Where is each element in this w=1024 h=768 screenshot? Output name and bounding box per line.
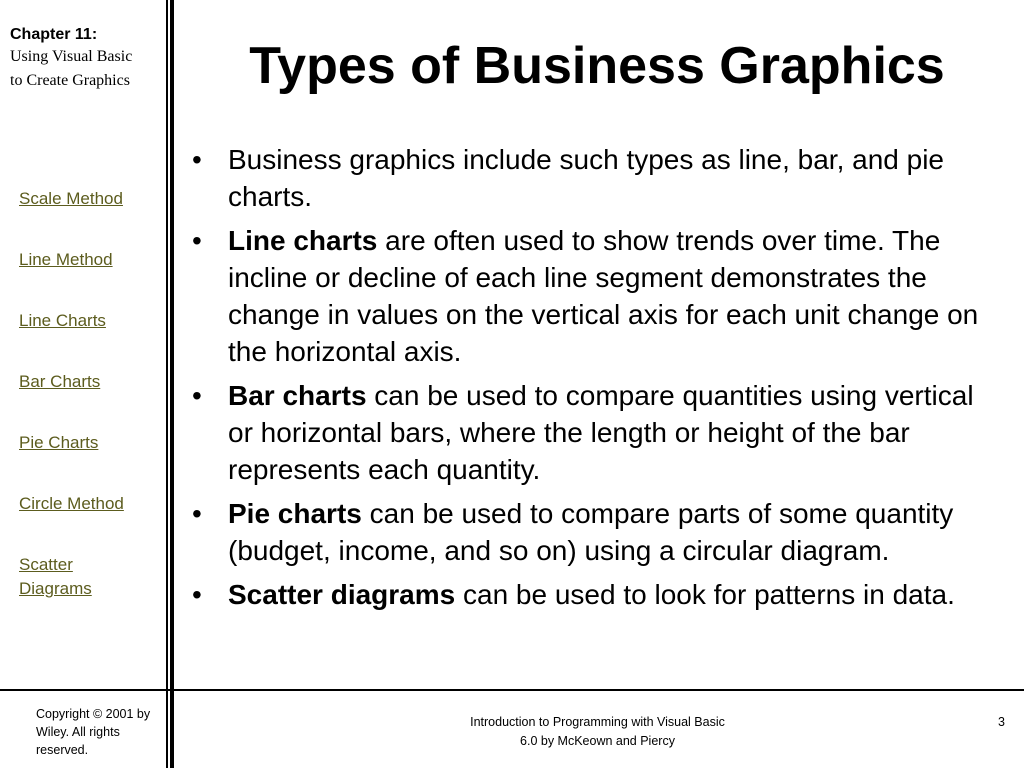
- bullet-dot-icon: •: [192, 380, 202, 411]
- nav-link-line-charts[interactable]: Line Charts: [19, 311, 106, 330]
- bullet-item: [190, 576, 1000, 613]
- sidebar-item-line-charts: [19, 309, 159, 333]
- chapter-label: Chapter 11:: [10, 26, 98, 43]
- bullet-bold-term: Bar charts: [228, 380, 367, 411]
- chapter-heading: [10, 25, 160, 93]
- bullet-bold-term: Pie charts: [228, 498, 362, 529]
- sidebar-item-line-method: [19, 248, 159, 272]
- footer-copyright: Copyright © 2001 by Wiley. All rights reserved.: [36, 707, 151, 757]
- bullet-text: Business graphics include such types as line, bar, and pie charts.: [228, 144, 944, 212]
- sidebar-divider-thick: [170, 0, 174, 768]
- nav-link-scale-method[interactable]: Scale Method: [19, 189, 123, 208]
- sidebar-item-circle-method: [19, 492, 159, 516]
- bullet-list: [190, 141, 1000, 620]
- bullet-item: [190, 141, 1000, 215]
- footer-book-info: [430, 713, 765, 751]
- sidebar-item-pie-charts: [19, 431, 159, 455]
- sidebar-item-scatter-diagrams: [19, 553, 159, 601]
- footer-book-line-1: Introduction to Programming with Visual Basic: [470, 715, 725, 729]
- footer-divider: [0, 689, 1024, 691]
- page-number: 3: [998, 715, 1005, 729]
- bullet-dot-icon: •: [192, 225, 202, 256]
- bullet-dot-icon: •: [192, 498, 202, 529]
- bullet-text: can be used to look for patterns in data.: [455, 579, 955, 610]
- bullet-dot-icon: •: [192, 579, 202, 610]
- nav-link-pie-charts[interactable]: Pie Charts: [19, 433, 99, 452]
- bullet-text: are often used to show trends over time. The incline or decline of each line segment demonstrates the change in values on the vertical axis for each unit change on the horizontal axis.: [228, 225, 979, 367]
- bullet-bold-term: Scatter diagrams: [228, 579, 456, 610]
- footer-book-line-2: 6.0 by McKeown and Piercy: [520, 734, 675, 748]
- nav-link-circle-method[interactable]: Circle Method: [19, 494, 124, 513]
- sidebar-item-bar-charts: [19, 370, 159, 394]
- bullet-text: can be used to compare parts of some quantity (budget, income, and so on) using a circular diagram.: [228, 498, 954, 566]
- chapter-title: Using Visual Basic to Create Graphics: [10, 48, 133, 89]
- sidebar-item-scale-method: [19, 187, 159, 211]
- bullet-item: [190, 222, 1000, 370]
- nav-link-scatter-diagrams[interactable]: Scatter Diagrams: [19, 555, 92, 598]
- bullet-dot-icon: •: [192, 144, 202, 175]
- slide-title: Types of Business Graphics: [249, 37, 945, 95]
- sidebar-divider-thin: [166, 0, 168, 768]
- sidebar-nav: [19, 187, 159, 638]
- bullet-item: [190, 495, 1000, 569]
- bullet-item: [190, 377, 1000, 488]
- bullet-text: can be used to compare quantities using vertical or horizontal bars, where the length or height of the bar represents each quantity.: [228, 380, 974, 485]
- nav-link-line-method[interactable]: Line Method: [19, 250, 113, 269]
- bullet-bold-term: Line charts: [228, 225, 378, 256]
- nav-link-bar-charts[interactable]: Bar Charts: [19, 372, 101, 391]
